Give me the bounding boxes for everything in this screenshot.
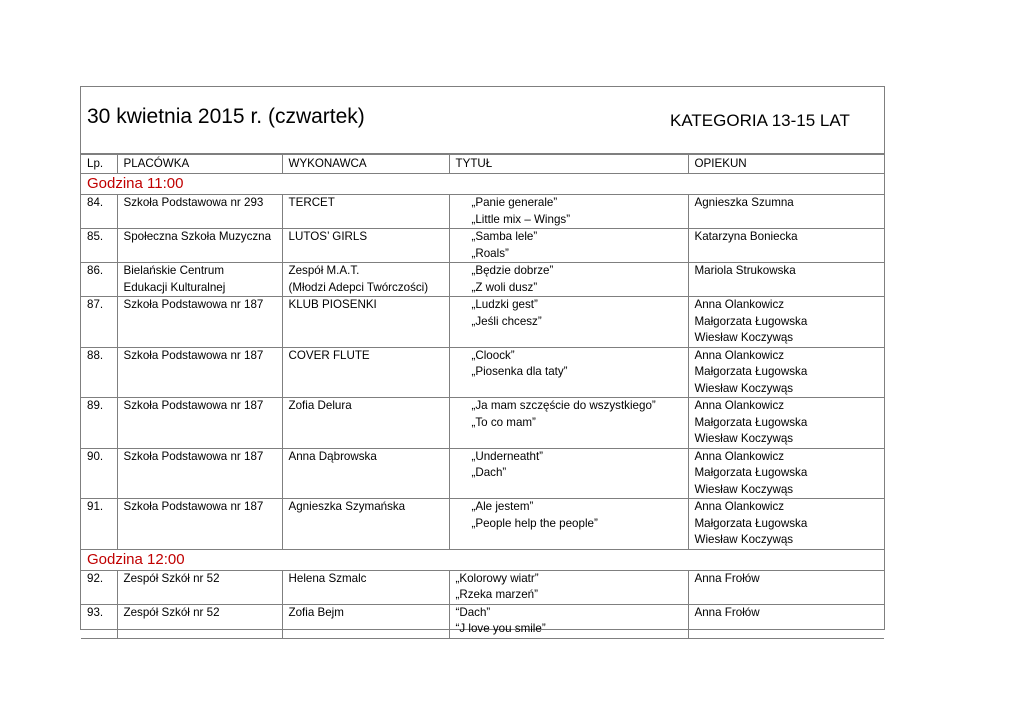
cell-line: Bielańskie Centrum [123, 264, 225, 277]
schedule-frame [80, 86, 885, 635]
cell-line: „Roals” [471, 246, 509, 260]
cell-line: Mariola Strukowska [694, 264, 796, 277]
column-header-tytul: TYTUŁ [449, 155, 688, 174]
cell-line: Szkoła Podstawowa nr 187 [123, 449, 264, 463]
cell-opiekun [688, 347, 884, 398]
table-row [81, 297, 884, 348]
cell-line: „Ludzki gest” [471, 298, 538, 311]
page-title: 30 kwietnia 2015 r. (czwartek) [87, 105, 365, 128]
cell-line: Helena Szmalc [288, 571, 367, 585]
cell-line: „Piosenka dla taty” [471, 365, 568, 378]
column-header-wykonawca: WYKONAWCA [282, 155, 449, 174]
cell-opiekun [688, 297, 884, 348]
cell-placowka [117, 570, 282, 604]
column-header-row [81, 155, 884, 174]
cell-line: Szkoła Podstawowa nr 187 [123, 348, 264, 362]
cell-line: Anna Dąbrowska [288, 449, 377, 463]
cell-line: Wiesław Koczywąs [694, 482, 794, 496]
cell-tytul [449, 604, 688, 638]
cell-lp: 88. [81, 347, 117, 398]
cell-line: “J love you smile” [455, 622, 546, 635]
cell-line: Katarzyna Boniecka [694, 230, 798, 243]
cell-placowka [117, 263, 282, 297]
cell-line: KLUB PIOSENKI [288, 298, 377, 311]
cell-line: Edukacji Kulturalnej [123, 280, 226, 294]
cell-line: „Panie generale” [471, 196, 558, 209]
cell-placowka [117, 604, 282, 638]
cell-lp: 91. [81, 499, 117, 550]
cell-opiekun [688, 570, 884, 604]
cell-tytul [449, 347, 688, 398]
cell-line: „Jeśli chcesz” [471, 314, 542, 328]
cell-line: Małgorzata Ługowska [694, 365, 808, 378]
table-row [81, 263, 884, 297]
cell-line: „Ale jestem” [471, 500, 534, 513]
table-row [81, 448, 884, 499]
cell-line: Wiesław Koczywąs [694, 533, 794, 546]
cell-line: Szkoła Podstawowa nr 187 [123, 500, 264, 513]
cell-line: Małgorzata Ługowska [694, 516, 808, 530]
cell-lp: 92. [81, 570, 117, 604]
cell-tytul [449, 195, 688, 229]
cell-placowka [117, 398, 282, 449]
time-section-row [81, 174, 884, 195]
cell-line: Zespół Szkół nr 52 [123, 571, 220, 585]
cell-tytul [449, 229, 688, 263]
cell-line: „Z woli dusz” [471, 280, 538, 294]
cell-line: Anna Olankowicz [694, 399, 785, 412]
cell-line: Anna Olankowicz [694, 449, 785, 463]
cell-tytul [449, 263, 688, 297]
cell-line: TERCET [288, 196, 335, 209]
cell-wykonawca [282, 499, 449, 550]
cell-wykonawca [282, 263, 449, 297]
table-row [81, 347, 884, 398]
cell-lp: 87. [81, 297, 117, 348]
cell-wykonawca [282, 229, 449, 263]
cell-line: Szkoła Podstawowa nr 187 [123, 399, 264, 412]
cell-lp: 90. [81, 448, 117, 499]
table-row [81, 604, 884, 638]
cell-line: Małgorzata Ługowska [694, 466, 808, 479]
cell-line: Agnieszka Szymańska [288, 500, 406, 513]
cell-opiekun [688, 229, 884, 263]
cell-lp: 84. [81, 195, 117, 229]
cell-tytul [449, 570, 688, 604]
cell-tytul [449, 398, 688, 449]
cell-lp: 85. [81, 229, 117, 263]
cell-line: Małgorzata Ługowska [694, 415, 808, 429]
cell-line: Szkoła Podstawowa nr 293 [123, 196, 264, 209]
table-row [81, 229, 884, 263]
cell-line: Zofia Bejm [288, 605, 344, 619]
cell-placowka [117, 448, 282, 499]
cell-placowka [117, 297, 282, 348]
cell-line: Anna Frołów [694, 571, 760, 585]
cell-placowka [117, 499, 282, 550]
cell-opiekun [688, 195, 884, 229]
cell-wykonawca [282, 195, 449, 229]
table-row [81, 570, 884, 604]
cell-wykonawca [282, 604, 449, 638]
cell-line: „Rzeka marzeń” [455, 588, 538, 601]
cell-line: Zespół Szkół nr 52 [123, 605, 220, 619]
column-header-lp: Lp. [81, 155, 117, 174]
cell-line: Zespół M.A.T. [288, 264, 360, 277]
cell-line: „People help the people” [471, 516, 598, 530]
cell-line: Zofia Delura [288, 399, 352, 412]
cell-wykonawca [282, 347, 449, 398]
category-label: KATEGORIA 13-15 LAT [670, 111, 850, 130]
cell-line: „Underneatht” [471, 449, 544, 463]
cell-line: Społeczna Szkoła Muzyczna [123, 230, 272, 243]
cell-line: COVER FLUTE [288, 348, 370, 362]
cell-line: Anna Olankowicz [694, 348, 785, 362]
cell-line: „To co mam” [471, 415, 536, 429]
cell-opiekun [688, 263, 884, 297]
cell-placowka [117, 347, 282, 398]
cell-tytul [449, 448, 688, 499]
cell-lp: 93. [81, 604, 117, 638]
cell-line: Wiesław Koczywąs [694, 381, 794, 395]
cell-line: “Dach” [455, 605, 491, 619]
cell-wykonawca [282, 570, 449, 604]
cell-wykonawca [282, 297, 449, 348]
cell-tytul [449, 499, 688, 550]
cell-line: Anna Olankowicz [694, 500, 785, 513]
cell-line: „Little mix – Wings” [471, 212, 571, 226]
header-row [81, 87, 884, 154]
cell-line: Wiesław Koczywąs [694, 331, 794, 344]
cell-line: „Kolorowy wiatr” [455, 571, 539, 585]
cell-line: Małgorzata Ługowska [694, 314, 808, 328]
column-header-placowka: PLACÓWKA [117, 155, 282, 174]
cell-wykonawca [282, 448, 449, 499]
time-section-row [81, 549, 884, 570]
table-row [81, 499, 884, 550]
cell-line: „Dach” [471, 466, 507, 479]
time-section-label: Godzina 12:00 [81, 549, 884, 570]
cell-opiekun [688, 604, 884, 638]
cell-lp: 86. [81, 263, 117, 297]
cell-line: Wiesław Koczywąs [694, 432, 794, 445]
cell-wykonawca [282, 398, 449, 449]
cell-line: Anna Frołów [694, 605, 760, 619]
cell-line: Anna Olankowicz [694, 298, 785, 311]
cell-placowka [117, 229, 282, 263]
cell-line: „Samba lele” [471, 230, 538, 243]
cell-placowka [117, 195, 282, 229]
cell-opiekun [688, 448, 884, 499]
cell-line: Agnieszka Szumna [694, 196, 794, 209]
cell-line: „Będzie dobrze” [471, 264, 554, 277]
column-header-opiekun: OPIEKUN [688, 155, 884, 174]
table-row [81, 398, 884, 449]
cell-opiekun [688, 499, 884, 550]
table-row [81, 195, 884, 229]
cell-line: (Młodzi Adepci Twórczości) [288, 280, 429, 294]
time-section-label: Godzina 11:00 [81, 174, 884, 195]
cell-line: „Ja mam szczęście do wszystkiego” [471, 399, 656, 412]
cell-line: „Cloock” [471, 348, 515, 362]
cell-line: Szkoła Podstawowa nr 187 [123, 298, 264, 311]
cell-line: LUTOS’ GIRLS [288, 230, 368, 243]
cell-opiekun [688, 398, 884, 449]
cell-tytul [449, 297, 688, 348]
cell-lp: 89. [81, 398, 117, 449]
schedule-table [81, 154, 884, 639]
schedule-body [81, 174, 884, 639]
